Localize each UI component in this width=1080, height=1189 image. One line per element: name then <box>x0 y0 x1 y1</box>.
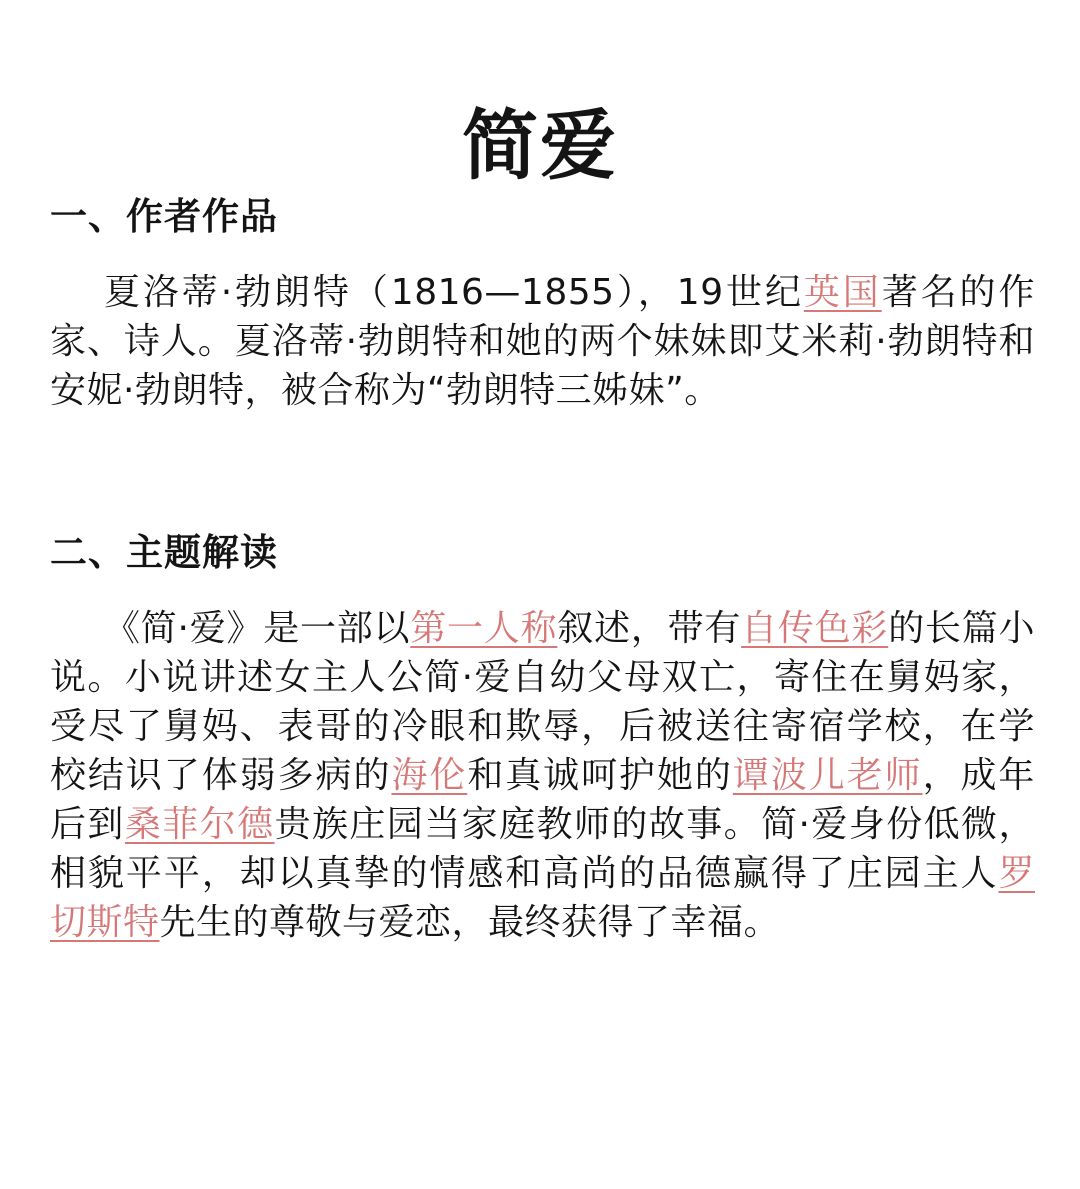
section-heading-author: 一、作者作品 <box>50 195 278 238</box>
highlight-keyword: 桑菲尔德 <box>124 804 275 845</box>
highlight-keyword: 谭波儿老师 <box>732 755 923 796</box>
text-run: 先生的尊敬与爱恋，最终获得了幸福。 <box>159 902 781 943</box>
text-run: 夏洛蒂·勃朗特（1816—1855），19世纪 <box>104 272 804 313</box>
section-heading-theme: 二、主题解读 <box>50 531 278 574</box>
highlight-keyword: 第一人称 <box>410 608 558 649</box>
highlight-keyword: 海伦 <box>391 755 468 796</box>
text-run: 贵族庄园当家庭教师的故事。简·爱身份低微，相貌平平，却以真挚的情感和高尚的品德赢得了庄园主人 <box>50 804 1035 894</box>
theme-paragraph <box>50 604 1035 947</box>
author-paragraph <box>50 268 1035 415</box>
page-title: 简爱 <box>462 101 618 190</box>
highlight-keyword: 罗切斯特 <box>50 853 1035 943</box>
text-run: 和真诚呵护她的 <box>467 755 733 796</box>
highlight-keyword: 自传色彩 <box>741 608 889 649</box>
text-run: 的长篇小说。小说讲述女主人公简·爱自幼父母双亡，寄住在舅妈家，受尽了舅妈、表哥的冷眼和欺辱，后被送往寄宿学校，在学校结识了体弱多病的 <box>50 608 1035 796</box>
text-run: 叙述，带有 <box>557 608 742 649</box>
text-run: 著名的作家、诗人。夏洛蒂·勃朗特和她的两个妹妹即艾米莉·勃朗特和安妮·勃朗特，被合称为“勃朗特三姊妹”。 <box>50 272 1035 411</box>
text-run: ，成年后到 <box>50 755 1035 845</box>
highlight-keyword: 英国 <box>803 272 882 313</box>
text-run: 《简·爱》是一部以 <box>104 608 411 649</box>
